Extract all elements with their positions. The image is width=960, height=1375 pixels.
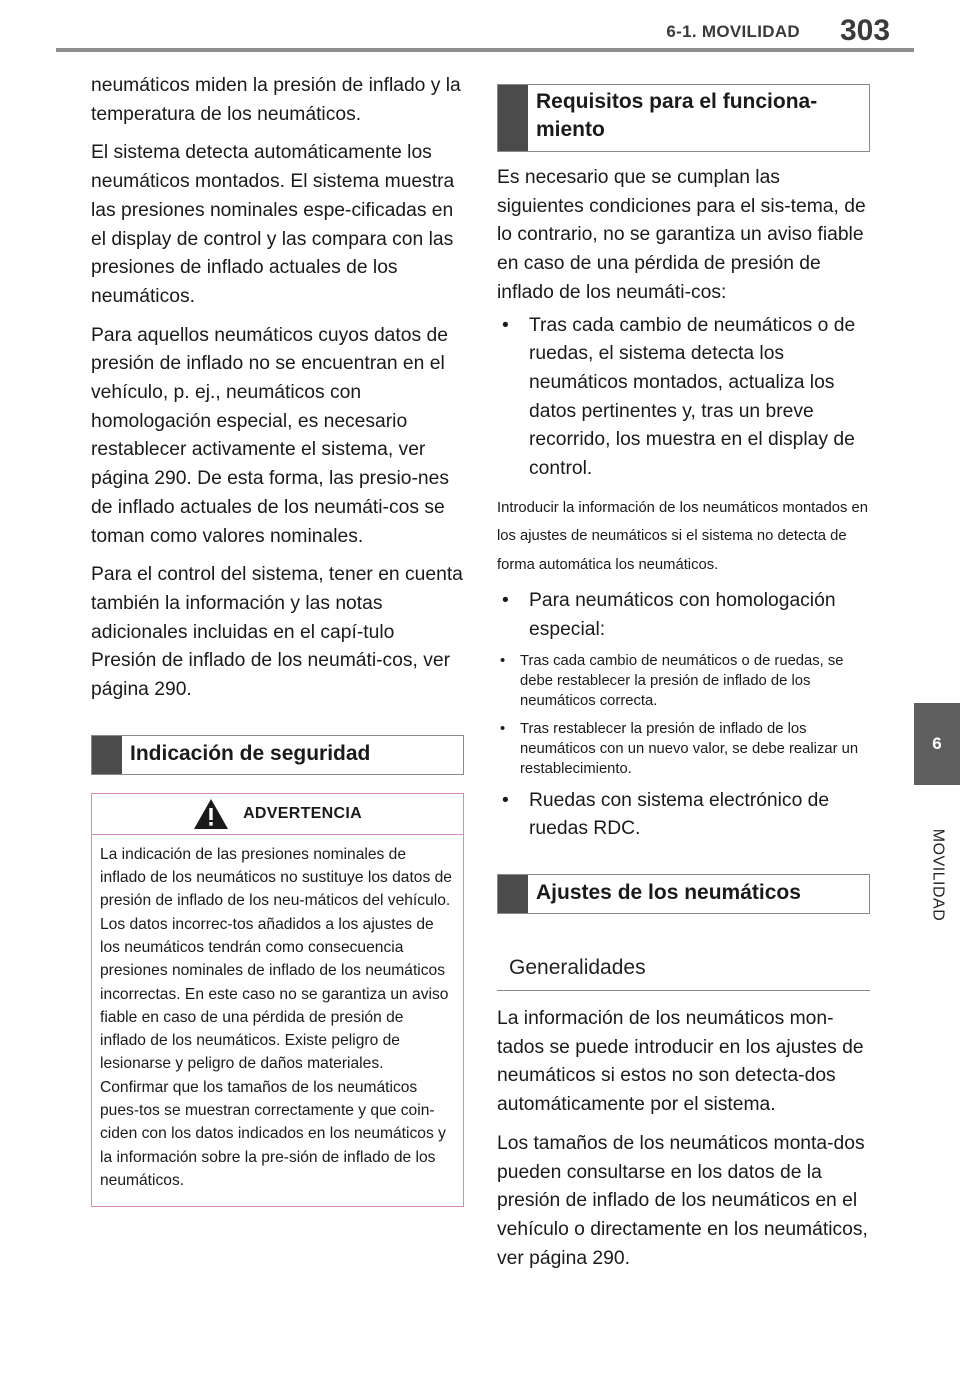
sub-list-item-text: Tras restablecer la presión de inflado de los neumáticos con un nuevo valor, se debe realizar un restablecimiento. — [520, 720, 859, 777]
bullet-marker: • — [502, 789, 509, 811]
note-text: Introducir la información de los neumáticos montados en los ajustes de neumáticos si el sistema no detecta de forma automática los neumáticos. — [497, 499, 868, 573]
safety-heading — [91, 735, 464, 775]
header-rule — [56, 48, 914, 52]
sub-list-item — [497, 719, 870, 779]
heading-bar — [498, 875, 528, 913]
requirements-heading — [497, 84, 870, 152]
warning-box — [91, 793, 464, 1207]
bullet-marker: • — [502, 590, 509, 612]
chapter-label-text: MOVILIDAD — [929, 828, 947, 922]
sub-list-item-text: Tras cada cambio de neumáticos o de ruedas, se debe restablecer la presión de inflado de los neumáticos correcta. — [520, 652, 844, 709]
paragraph: El sistema detecta automáticamente los neumáticos montados. El sistema muestra las presiones nominales espe-cificadas en el display de control y las compara con las presiones de inflado actuales de los neumáticos. — [91, 142, 455, 307]
paragraph: Para el control del sistema, tener en cuenta también la información y las notas adicionales incluidas en el capí-tulo Presión de inflado de los neumáti-cos, ver página 290. — [91, 564, 463, 701]
chapter-number: 6 — [932, 734, 942, 753]
paragraph: La información de los neumáticos mon-tados se puede introducir en los ajustes de neumáticos si estos no son detecta-dos automáticamente por el sistema. — [497, 1008, 864, 1116]
subheading: Generalidades — [497, 942, 870, 991]
list-item-text: Ruedas con sistema electrónico de ruedas RDC. — [529, 789, 830, 840]
warning-title: ADVERTENCIA — [243, 804, 362, 822]
page-number: 303 — [839, 14, 891, 47]
paragraph: Los tamaños de los neumáticos monta-dos pueden consultarse en los datos de la presión de inflado de los neumáticos en el vehículo o directamente en los neumáticos, ver página 290. — [497, 1132, 868, 1269]
heading-bar — [498, 85, 528, 151]
list-item — [497, 587, 870, 644]
left-column — [91, 72, 464, 1207]
bullet-marker: • — [502, 314, 509, 336]
list-item — [497, 787, 870, 844]
bullet-marker: • — [500, 720, 506, 737]
safety-heading-text: Indicación de seguridad — [130, 741, 371, 765]
section-title: 6-1. MOVILIDAD — [666, 22, 800, 41]
list-item-text: Tras cada cambio de neumáticos o de ruedas, el sistema detecta los neumáticos montados, actualiza los datos pertinentes y, tras un breve recorrido, los muestra en el display de control. — [529, 314, 856, 480]
list-item — [497, 312, 870, 484]
bullet-marker: • — [500, 652, 506, 669]
paragraph: Para aquellos neumáticos cuyos datos de presión de inflado no se encuentran en el vehículo, p. ej., neumáticos con homologación especial, es necesario restablecer activamente el sistema, ver página 290. De esta forma, las presio-nes de inflado actuales de los neumáti-cos se toman como valores nominales. — [91, 324, 449, 547]
settings-heading — [497, 874, 870, 914]
warning-triangle-icon — [193, 798, 229, 830]
settings-heading-text: Ajustes de los neumáticos — [536, 881, 801, 905]
paragraph: neumáticos miden la presión de inflado y la temperatura de los neumáticos. — [91, 75, 461, 125]
chapter-tab — [914, 703, 960, 785]
warning-text: La indicación de las presiones nominales de inflado de los neumáticos no sustituye los datos de presión de inflado de los neu-máticos del vehículo. Los datos incorrec-tos añadidos a los ajustes de los neumáticos tendrán como consecuencia presiones nominales de inflado de los neumáticos incorrectas. En este caso no se garantiza un aviso fiable en caso de una pérdida de presión de inflado de los neumáticos. Existe peligro de lesionarse y peligro de daños materiales. Confirmar que los tamaños de los neumáticos pues-tos se muestran correctamente y que coin-ciden con los datos indicados en los neumáticos y la información sobre la pre-sión de inflado de los neumáticos. — [100, 845, 452, 1189]
warning-header — [92, 794, 463, 835]
chapter-label — [914, 800, 960, 950]
heading-bar — [92, 736, 122, 774]
sub-list-item — [497, 651, 870, 711]
list-item-text: Para neumáticos con homologación especial: — [529, 590, 836, 640]
paragraph: Es necesario que se cumplan las siguientes condiciones para el sis-tema, de lo contrario, no se garantiza un aviso fiable en caso de una pérdida de presión de inflado de los neumáti-cos: — [497, 167, 866, 303]
requirements-heading-text: Requisitos para el funciona-miento — [536, 90, 818, 141]
right-column — [497, 84, 870, 1273]
